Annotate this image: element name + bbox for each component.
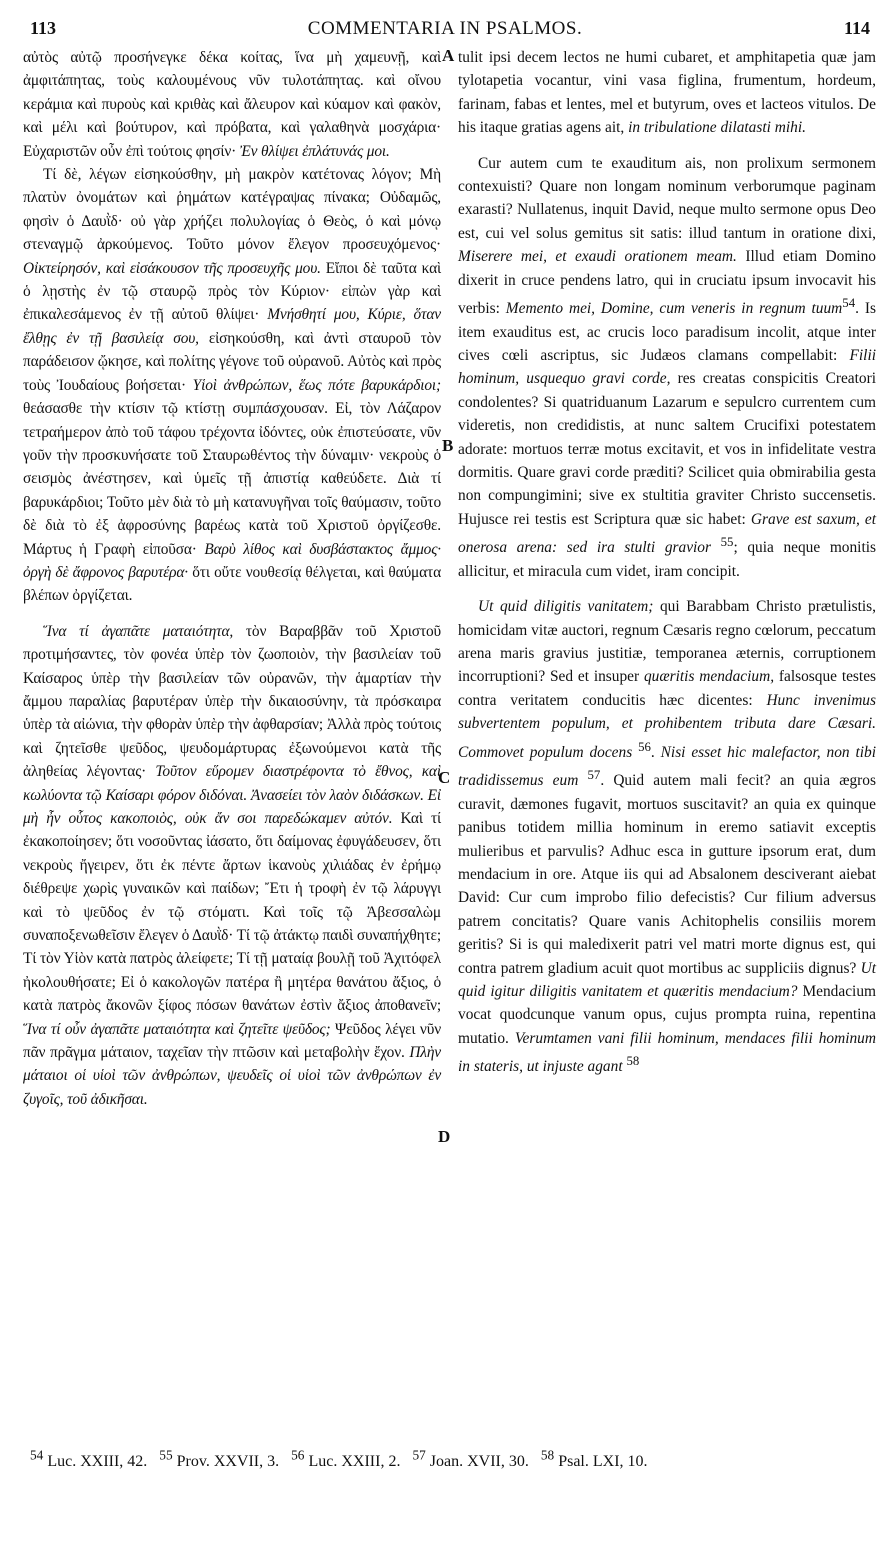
latin-paragraph: Ut quid diligitis vanitatem; qui Barabbam Christo prætulistis, homicidam vitæ auctori, regnum Cæsaris regno cœlorum, peccatum arena maris gravius justitiæ, temporanea æternis, corruptionem incorruptioni? Sed et insuper quæritis mendacium, falsosque testes contra veritatem conducitis hæc dicentes: Hunc invenimus subvertentem populum, et prohibentem tributa dare Cæsari. Commovet populum docens $^{56}$. Nisi esset hic malefactor, non tibi tradidissemus eum $^{57}$. Quid autem mali fecit? an quia ægros curavit, dæmones fugavit, mortuos suscitavit? an quia ex quinque panibus totidem millia hominum in eremo satiavit exceptis mulieribus et parvulis? Adhuc esca in gutture ipsorum erat, dum mendacium in ore. Atque iis qui ad Absalonem desciverant aiebat David: Cur cum improbo filio defecistis? Cur filium adversus patrem concitatis? Quare vanis Achitophelis consiliis morem geritis? Si is qui maledixerit patri vel matri morte dignus est, qui contra patrem gladium acuit quot mortibus ac suppliciis dignus? Ut quid igitur diligitis vanitatem et quæritis mendacium? Mendacium vocat quodcunque vanum opus, cujus prompta ruina, repentina mutatio. Verumtamen vani filii hominum, mendaces filii hominum in stateris, ut injuste agant $^{58}$	[458, 598, 877, 1076]
footnote-ref: 57	[587, 768, 601, 783]
footnote-ref: 54	[842, 296, 856, 311]
latin-column	[458, 46, 876, 1079]
footnote: $^{55}$ Prov. XXVII, 3.	[159, 1448, 280, 1471]
footnotes	[30, 1448, 860, 1471]
footnote-ref: 56	[638, 739, 651, 754]
footnote: $^{56}$ Luc. XXIII, 2.	[291, 1448, 401, 1471]
footnote-ref: 58	[626, 1054, 640, 1069]
footnote: $^{57}$ Joan. XVII, 30.	[412, 1448, 529, 1471]
margin-letter-c: C	[438, 768, 451, 787]
footnote: $^{58}$ Psal. LXI, 10.	[540, 1448, 648, 1471]
latin-paragraph: tulit ipsi decem lectos ne humi cubaret, et amphitapetia quæ jam tylotapetia vocantur, vini vasa figlina, frumentum, hordeum, farinam, fabas et lentes, mel et butyrum, oves et lacteos vitulos. De his itaque gratias agens ait, in tribulatione dilatasti mihi.	[458, 49, 876, 137]
page-number-right: 114	[843, 18, 870, 38]
footnote-ref: 55	[720, 535, 734, 550]
greek-paragraph: Ἵνα τί ἀγαπᾶτε ματαιότητα, τὸν Βαραββᾶν τοῦ Χριστοῦ προτιμήσαντες, τὸν φονέα ὑπὲρ τὸν ζωοποιὸν, τὴν βασιλείαν τοῦ Καίσαρος ὑπὲρ τὴν βασιλείαν τῶν οὐρανῶν, τὴν ἁμαρτίαν τὴν ἄμμου παραλίας βαρυτέραν ὑπὲρ τὴν δικαιοσύνην, τὰ πρόσκαιρα ὑπὲρ τὰ αἰώνια, τὴν φθορὰν ὑπὲρ τὴν ἀφθαρσίαν; Ἀλλὰ πρὸς τούτοις καὶ ζητεῖσθε ψεῦδος, ψευδομάρτυρας ἐξωνούμενοι κατὰ τῆς ἀληθείας λέγοντας· Τοῦτον εὕρομεν διαστρέφοντα τὸ ἔθνος, καὶ κωλύοντα τῷ Καίσαρι φόρον διδόναι. Ἀνασείει τὸν λαὸν διδάσκων. Εἰ μὴ ἦν οὗτος κακοποιὸς, οὐκ ἄν σοι παρεδώκαμεν αὐτόν. Καὶ τί ἐκακοποίησεν; ὅτι νοσοῦντας ἰάσατο, ὅτι δαίμονας ἐφυγάδευσεν, ὅτι νεκροὺς ἤγειρεν, ὅτι ἐκ πέντε ἄρτων ἱκανοὺς χιλιάδας ἐν ἐρήμῳ διέθρεψε χωρὶς γυναικῶν καὶ παίδων; Ἔτι ἡ τροφὴ ἐν τῷ λάρυγγι καὶ τὸ ψεῦδος ἐν τῷ στόματι. Καὶ τοῖς τῷ Ἀβεσσαλὼμ συναποξενωθεῖσιν ἔλεγεν ὁ Δαυῒδ· Τί τῷ ἀτάκτῳ παιδὶ συναπήχθητε; Τί τὸν Υἱὸν κατὰ πατρὸς ἀλείφετε; Τί τῇ ματαίᾳ βουλῇ τοῦ Ἀχιτόφελ ἠκολουθήσατε; Εἰ ὁ κακολογῶν πατέρα ἢ μητέρα θανάτου ἄξιος, ὁ κατὰ πατρὸς ἄκονῶν ξίφος πόσων θανάτων ἐστὶν ἄξιος ἀποθανεῖν; Ἵνα τί οὖν ἀγαπᾶτε ματαιότητα καὶ ζητεῖτε ψεῦδος; Ψεῦδος λέγει νῦν πᾶν πρᾶγμα μάταιον, ταχεῖαν τὴν πτῶσιν καὶ μεταβολὴν ἔχον. Πλὴν μάταιοι οἱ υἱοὶ τῶν ἀνθρώπων, ψευδεῖς οἱ υἱοὶ τῶν ἀνθρώπων ἐν ζυγοῖς, τοῦ ἀδικῆσαι.	[23, 622, 442, 1108]
greek-column	[23, 46, 441, 1111]
margin-letter-a: A	[442, 46, 455, 65]
page-header	[20, 18, 870, 44]
margin-letter-d: D	[438, 1127, 451, 1146]
running-title: COMMENTARIA IN PSALMOS.	[307, 18, 583, 39]
greek-paragraph: Τί δὲ, λέγων εἰσηκούσθην, μὴ μακρὸν κατέτονας λόγον; Μὴ πλατὺν ὀνομάτων καὶ ῥημάτων κατέγραψας πίνακα; Οὐδαμῶς, φησὶν ὁ Δαυῒδ· οὐ γὰρ χρήζει πολυλογίας ὁ Θεὸς, ὁ καὶ μόνῳ στεναγμῷ ἀρκούμενος. Τοῦτο μόνον ἔλεγον προσευχόμενος· Οἰκτείρησόν, καὶ εἰσάκουσον τῆς προσευχῆς μου. Εἴποι δὲ ταῦτα καὶ ὁ λῃστὴς ἐν τῷ σταυρῷ πρὸς τὸν Κύριον· εἰπὼν γὰρ καὶ ἐπικαλεσάμενος ἐν τῇ αὐτοῦ θλίψει· Μνήσθητί μου, Κύριε, ὅταν ἔλθῃς ἐν τῇ βασιλείᾳ σου, εἰσηκούσθη, καὶ ἀντὶ σταυροῦ τὸν παράδεισον ᾤκησε, καὶ πολίτης γέγονε τοῦ οὐρανοῦ. Αὐτὸς καὶ πρὸς τοὺς Ἰουδαίους βοήσεται· Υἱοὶ ἀνθρώπων, ἕως πότε βαρυκάρδιοι; θεάσασθε τὴν κτίσιν τῷ κτίστῃ συμπάσχουσαν. Εἰ, τὸν Λάζαρον τετραήμερον ἀπὸ τοῦ τάφου τρέχοντα ἰδόντες, οὐκ ἐπιστεύσατε, νῦν γοῦν τὴν προσκυνήσατε τοῦ Σταυρωθέντος τὴν δύναμιν· νεκροὺς ὁ σεισμὸς ἀνέστησεν, καὶ ὑμεῖς τῇ ἀπιστίᾳ καθεύδετε. Διὰ τί βαρυκάρδιοι; Τοῦτο μὲν διὰ τὸ μὴ κατανυγῆναι τοῖς θαύμασιν, τοῦτο δὲ διὰ τὸ ἐξ ἀφροσύνης βαρέως κατὰ τοῦ Χριστοῦ ὀργίζεσθε. Μάρτυς ἡ Γραφὴ εἰποῦσα· Βαρὺ λίθος καὶ δυσβάστακτος ἄμμος· ὀργὴ δὲ ἄφρονος βαρυτέρα· ὅτι οὔτε νουθεσίᾳ θέλγεται, καὶ θαύματα βλέπων ὀργίζεται.	[23, 166, 442, 605]
margin-letter-b: B	[442, 436, 454, 455]
latin-paragraph: Cur autem cum te exauditum ais, non prolixum sermonem contexuisti? Quare non longam nominum verborumque paginam exarasti? Nullatenus, inquit David, neque multo sermone opus Deo est, cui vel solus gemitus sit satis: illud tantum in oratione dixi, Miserere mei, et exaudi orationem meam. Illud etiam Domino dixerit in cruce pendens latro, qui in cruciatu ipsum invocavit his verbis: Memento mei, Domine, cum veneris in regnum tuum$^{54}$. Is item exauditus est, ac crucis loco paradisum incolit, atque inter cives cœli ascriptus, sic Judæos clamans compellabit: Filii hominum, usquequo gravi corde, res creatas conspicitis Creatori condolentes? Si quatriduanum Lazarum e sepulcro currentem cum videretis, non credidistis, at nunc saltem Crucifixi potestatem adorate: mortuos terræ motus excitavit, et vos in infidelitate vestra dormitis. Quare gravi corde præditi? Scilicet quia obmirabilia gesta non compungimini; sive ex stultitia graviter Christo succensetis. Hujusce rei testis est Scriptura quæ sic habet: Grave est saxum, et onerosa arena: sed ira stulti gravior $^{55}$; quia neque monitis allicitur, et miracula cum videt, iram concipit.	[458, 154, 876, 580]
footnote: $^{54}$ Luc. XXIII, 42.	[30, 1448, 148, 1471]
page-number-left: 113	[30, 18, 57, 38]
greek-paragraph: αὐτὸς αὐτῷ προσήνεγκε δέκα κοίτας, ἵνα μὴ χαμευνῇ, καὶ ἀμφιτάπητας, τοὺς καλουμένους νῦν τυλοτάπητας. καὶ οἴνου κεράμια καὶ πυροὺς καὶ κριθὰς καὶ ἄλευρον καὶ κύαμον καὶ φακὸν, καὶ μέλι καὶ βούτυρον, καὶ πρόβατα, καὶ γαλαθηνὰ μοσχάρια· Εὐχαριστῶν οὖν ἐπὶ τούτοις φησίν· Ἐν θλίψει ἐπλάτυνάς μοι.	[23, 49, 441, 160]
